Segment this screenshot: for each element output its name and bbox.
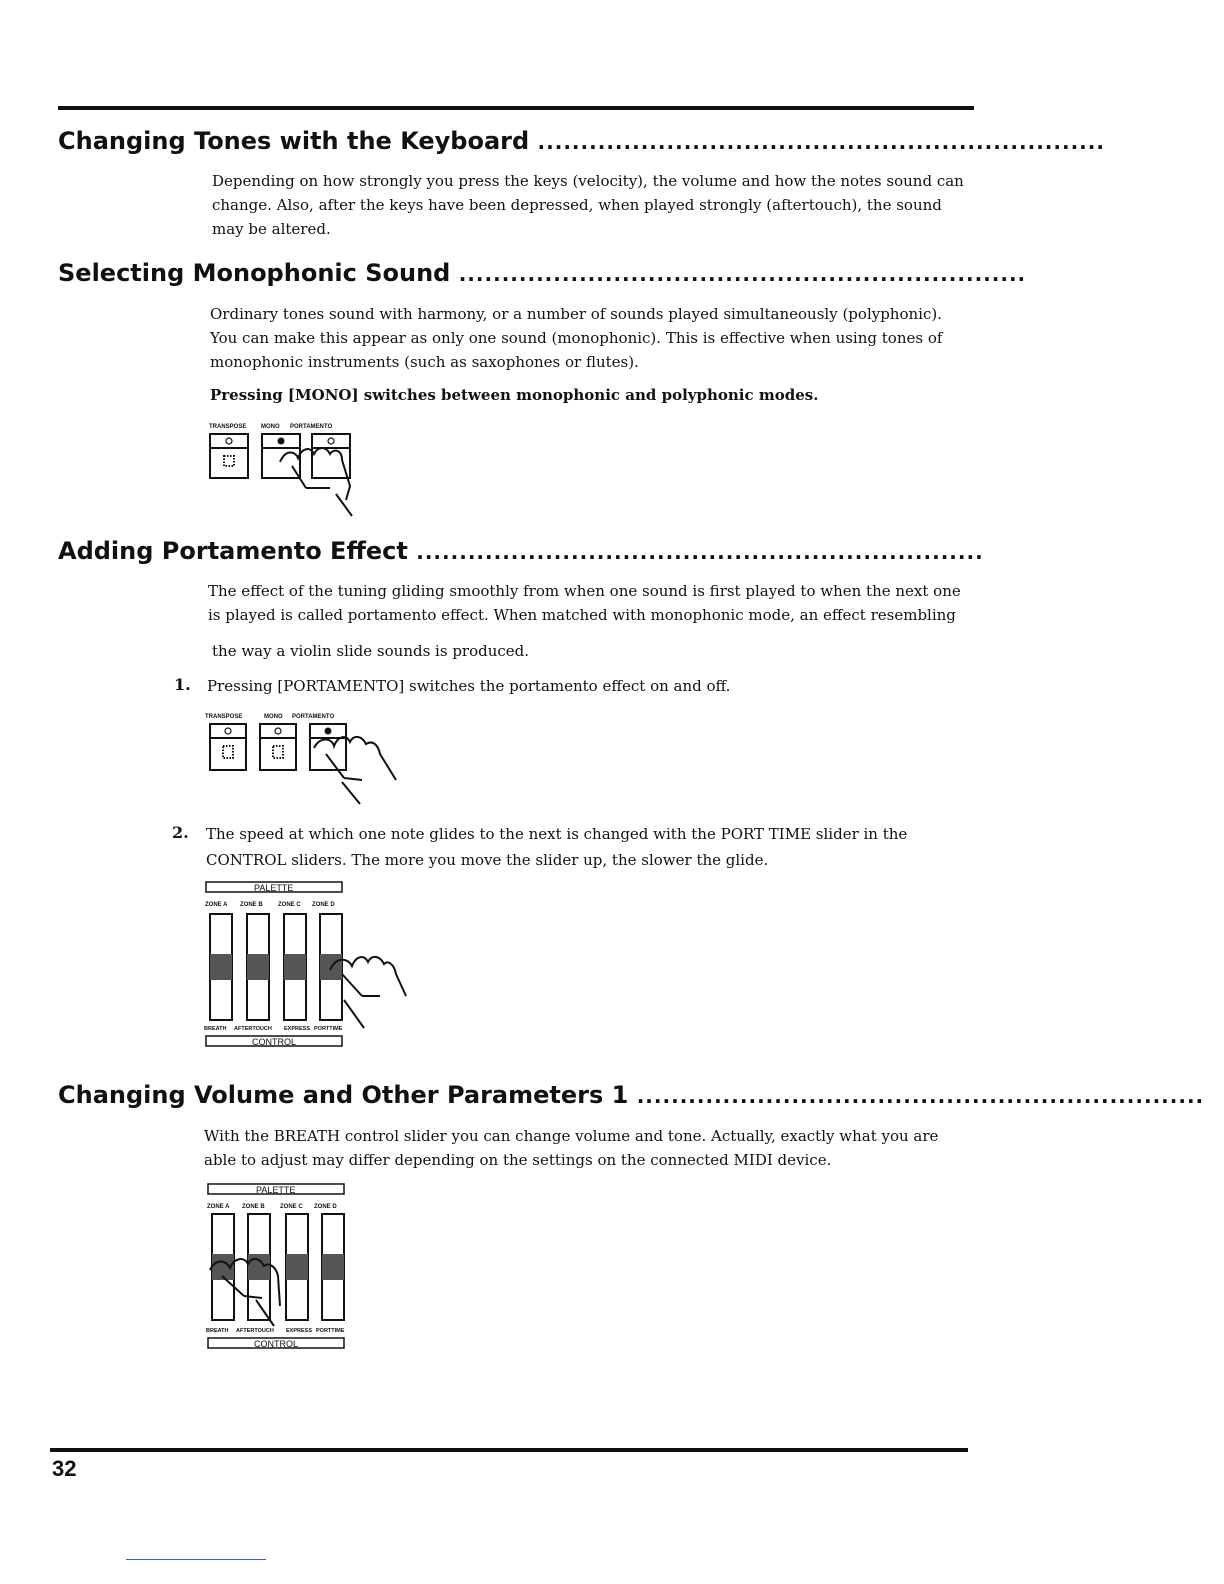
svg-text:ZONE A: ZONE A (207, 1204, 230, 1210)
svg-text:ZONE C: ZONE C (280, 1204, 303, 1210)
button-label: MONO (264, 714, 283, 720)
svg-text:PORTTIME: PORTTIME (316, 1328, 345, 1334)
section-paragraph-cont: the way a violin slide sounds is produced. (212, 642, 530, 660)
divider (126, 1559, 266, 1560)
bottom-rule (50, 1448, 968, 1452)
control-label: CONTROL (254, 1339, 299, 1349)
svg-text:EXPRESS: EXPRESS (284, 1026, 310, 1032)
button-label: MONO (261, 424, 280, 430)
instruction-text: Pressing [MONO] switches between monophonic and polyphonic modes. (210, 386, 819, 404)
button-label: PORTAMENTO (290, 424, 333, 430)
indicator-on-icon (325, 728, 332, 735)
palette-label: PALETTE (254, 883, 294, 893)
step-text: Pressing [PORTAMENTO] switches the portamento effect on and off. (207, 677, 731, 695)
section-heading: Changing Tones with the Keyboard .................................................................. (58, 127, 1105, 155)
control-label: CONTROL (252, 1037, 297, 1047)
indicator-off-icon (328, 438, 334, 444)
svg-text:EXPRESS: EXPRESS (286, 1328, 312, 1334)
slider-knob (247, 954, 269, 980)
slider-knob (248, 1254, 270, 1280)
svg-text:AFTERTOUCH: AFTERTOUCH (236, 1328, 274, 1334)
svg-text:ZONE D: ZONE D (314, 1204, 337, 1210)
svg-text:ZONE C: ZONE C (278, 902, 301, 908)
section-heading: Selecting Monophonic Sound .................................................................. (58, 259, 1027, 287)
svg-text:ZONE B: ZONE B (240, 902, 263, 908)
section-paragraph: Ordinary tones sound with harmony, or a number of sounds played simultaneously (polyphonic). You can make this appear as only one sound (monophonic). This is effective when using tones of monophonic instruments (such as saxophones or flutes). (210, 305, 943, 371)
indicator-off-icon (275, 728, 281, 734)
svg-text:PORTTIME: PORTTIME (314, 1026, 343, 1032)
slider-knob (210, 954, 232, 980)
port-time-slider-illustration (202, 878, 412, 1054)
section-heading: Adding Portamento Effect .................................................................. (58, 537, 984, 565)
step-number: 1. (174, 675, 191, 694)
mono-button-illustration (206, 418, 366, 514)
indicator-off-icon (226, 438, 232, 444)
palette-label: PALETTE (256, 1185, 296, 1195)
svg-text:BREATH: BREATH (204, 1026, 227, 1032)
page-number: 32 (52, 1456, 77, 1481)
portamento-button-illustration (202, 708, 402, 808)
svg-text:BREATH: BREATH (206, 1328, 229, 1334)
slider-knob (284, 954, 306, 980)
slider-knob (286, 1254, 308, 1280)
portamento-button (312, 434, 350, 478)
section-paragraph: With the BREATH control slider you can change volume and tone. Actually, exactly what you are able to adjust may differ depending on the settings on the connected MIDI device. (204, 1127, 939, 1169)
indicator-off-icon (225, 728, 231, 734)
button-label: TRANSPOSE (209, 424, 247, 430)
indicator-on-icon (278, 438, 285, 445)
svg-text:ZONE B: ZONE B (242, 1204, 265, 1210)
svg-text:ZONE A: ZONE A (205, 902, 228, 908)
slider-knob (322, 1254, 344, 1280)
step-number: 2. (172, 823, 189, 842)
section-paragraph: The effect of the tuning gliding smoothly from when one sound is first played to when the next one is played is called portamento effect. When matched with monophonic mode, an effect resembling (208, 582, 961, 624)
section-heading: Changing Volume and Other Parameters 1 .................................................................. (58, 1081, 1205, 1109)
breath-slider-illustration (204, 1180, 374, 1356)
transpose-button (210, 434, 248, 478)
button-label: TRANSPOSE (205, 714, 243, 720)
svg-text:AFTERTOUCH: AFTERTOUCH (234, 1026, 272, 1032)
button-label: PORTAMENTO (292, 714, 335, 720)
pressing-hand-icon (280, 448, 352, 516)
svg-text:ZONE D: ZONE D (312, 902, 335, 908)
step-text: The speed at which one note glides to the next is changed with the PORT TIME slider in the CONTROL sliders. The more you move the slider up, the slower the glide. (206, 825, 908, 869)
section-paragraph: Depending on how strongly you press the keys (velocity), the volume and how the notes sound can change. Also, after the keys have been depressed, when played strongly (aftertouch), the sound may be altered. (212, 172, 964, 238)
top-rule (58, 106, 974, 110)
